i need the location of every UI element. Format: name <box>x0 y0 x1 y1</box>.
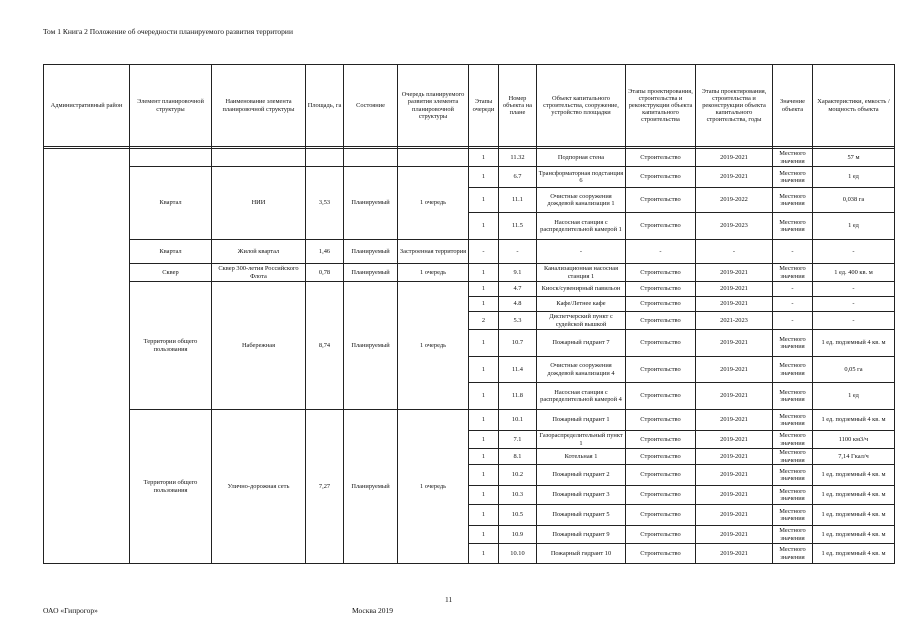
significance-cell: - <box>773 312 813 330</box>
table-row <box>44 264 895 282</box>
group-name-cell <box>212 149 306 167</box>
years-cell: 2019-2021 <box>696 282 773 297</box>
capacity-cell: 1 ед <box>813 167 895 188</box>
significance-cell: Местного значения <box>773 410 813 431</box>
col-header: Этапы очереди <box>469 65 499 147</box>
group-state-cell: Планируемый <box>344 282 398 410</box>
work-stage-cell: Строительство <box>626 431 696 449</box>
significance-cell: - <box>773 240 813 264</box>
significance-cell: Местного значения <box>773 357 813 383</box>
stage-cell: 1 <box>469 297 499 312</box>
col-header: Очередь планируемого развития элемента планировочной структуры <box>398 65 469 147</box>
capacity-cell: 7,14 Гкал/ч <box>813 449 895 465</box>
stage-cell: 1 <box>469 282 499 297</box>
significance-cell: Местного значения <box>773 213 813 240</box>
significance-cell: Местного значения <box>773 149 813 167</box>
table-header <box>44 65 895 147</box>
object-number-cell: 10.9 <box>499 526 537 544</box>
group-queue-cell <box>398 149 469 167</box>
stage-cell: 1 <box>469 330 499 357</box>
stage-cell: 1 <box>469 410 499 431</box>
group-name-cell: Сквер 300-летия Российского Флота <box>212 264 306 282</box>
group-queue-cell: 1 очередь <box>398 410 469 564</box>
group-state-cell: Планируемый <box>344 167 398 240</box>
group-state-cell: Планируемый <box>344 410 398 564</box>
group-queue-cell: 1 очередь <box>398 282 469 410</box>
object-number-cell: - <box>499 240 537 264</box>
significance-cell: Местного значения <box>773 449 813 465</box>
work-stage-cell: Строительство <box>626 167 696 188</box>
table-row <box>44 167 895 188</box>
capacity-cell: - <box>813 240 895 264</box>
district-cell <box>44 149 130 564</box>
stage-cell: 1 <box>469 486 499 505</box>
object-number-cell: 11.1 <box>499 188 537 213</box>
object-name-cell: Подпорная стена <box>537 149 626 167</box>
work-stage-cell: Строительство <box>626 149 696 167</box>
significance-cell: Местного значения <box>773 383 813 410</box>
group-element-cell: Сквер <box>130 264 212 282</box>
work-stage-cell: Строительство <box>626 465 696 486</box>
object-name-cell: Пожарный гидрант 3 <box>537 486 626 505</box>
col-header: Элемент планировочной структуры <box>130 65 212 147</box>
object-number-cell: 4.8 <box>499 297 537 312</box>
capacity-cell: 0,038 га <box>813 188 895 213</box>
col-header: Состояние <box>344 65 398 147</box>
capacity-cell: 1 ед <box>813 383 895 410</box>
group-area-cell: 3,53 <box>306 167 344 240</box>
significance-cell: Местного значения <box>773 264 813 282</box>
stage-cell: 1 <box>469 213 499 240</box>
capacity-cell: 1100 км3/ч <box>813 431 895 449</box>
significance-cell: Местного значения <box>773 505 813 526</box>
object-name-cell: Насосная станция с распределительной камерой 4 <box>537 383 626 410</box>
stage-cell: 1 <box>469 357 499 383</box>
group-element-cell: Территории общего пользования <box>130 282 212 410</box>
object-number-cell: 10.10 <box>499 544 537 564</box>
years-cell: 2019-2021 <box>696 465 773 486</box>
stage-cell: 1 <box>469 383 499 410</box>
significance-cell: Местного значения <box>773 465 813 486</box>
group-name-cell: Набережная <box>212 282 306 410</box>
object-name-cell: Диспетчерский пункт с судейской вышкой <box>537 312 626 330</box>
group-area-cell: 0,78 <box>306 264 344 282</box>
object-name-cell: - <box>537 240 626 264</box>
object-number-cell: 4.7 <box>499 282 537 297</box>
work-stage-cell: Строительство <box>626 410 696 431</box>
stage-cell: 1 <box>469 526 499 544</box>
table-row <box>44 240 895 264</box>
work-stage-cell: Строительство <box>626 526 696 544</box>
years-cell: - <box>696 240 773 264</box>
stage-cell: 1 <box>469 149 499 167</box>
work-stage-cell: Строительство <box>626 312 696 330</box>
table-body <box>44 147 895 564</box>
object-name-cell: Пожарный гидрант 2 <box>537 465 626 486</box>
work-stage-cell: Строительство <box>626 383 696 410</box>
object-name-cell: Очистные сооружения дождевой канализации 1 <box>537 188 626 213</box>
col-header: Наименование элемента планировочной структуры <box>212 65 306 147</box>
object-number-cell: 6.7 <box>499 167 537 188</box>
stage-cell: 1 <box>469 505 499 526</box>
years-cell: 2019-2021 <box>696 544 773 564</box>
years-cell: 2019-2021 <box>696 486 773 505</box>
years-cell: 2019-2021 <box>696 149 773 167</box>
group-name-cell: НИИ <box>212 167 306 240</box>
object-name-cell: Канализационная насосная станция 1 <box>537 264 626 282</box>
capacity-cell: 1 ед. подземный 4 кв. м <box>813 410 895 431</box>
object-number-cell: 10.7 <box>499 330 537 357</box>
group-area-cell: 8,74 <box>306 282 344 410</box>
page-header: Том 1 Книга 2 Положение об очередности планируемого развития территории <box>43 27 293 36</box>
object-number-cell: 11.4 <box>499 357 537 383</box>
work-stage-cell: Строительство <box>626 282 696 297</box>
object-number-cell: 11.32 <box>499 149 537 167</box>
group-element-cell: Квартал <box>130 167 212 240</box>
group-queue-cell: Застроенная территория <box>398 240 469 264</box>
object-name-cell: Газораспределительный пункт 1 <box>537 431 626 449</box>
group-area-cell <box>306 149 344 167</box>
capacity-cell: 1 ед. 400 кв. м <box>813 264 895 282</box>
table-row <box>44 410 895 431</box>
capacity-cell: 1 ед. подземный 4 кв. м <box>813 330 895 357</box>
footer-city-year: Москва 2019 <box>352 606 394 615</box>
object-number-cell: 10.5 <box>499 505 537 526</box>
object-name-cell: Пожарный гидрант 5 <box>537 505 626 526</box>
work-stage-cell: Строительство <box>626 449 696 465</box>
significance-cell: Местного значения <box>773 486 813 505</box>
capacity-cell: 57 м <box>813 149 895 167</box>
significance-cell: - <box>773 282 813 297</box>
years-cell: 2019-2023 <box>696 213 773 240</box>
group-queue-cell: 1 очередь <box>398 167 469 240</box>
years-cell: 2019-2021 <box>696 449 773 465</box>
work-stage-cell: Строительство <box>626 297 696 312</box>
object-number-cell: 8.1 <box>499 449 537 465</box>
stage-cell: 1 <box>469 431 499 449</box>
group-area-cell: 1,46 <box>306 240 344 264</box>
stage-cell: 1 <box>469 465 499 486</box>
years-cell: 2019-2021 <box>696 526 773 544</box>
col-header: Характеристики, емкость / мощность объекта <box>813 65 895 147</box>
object-name-cell: Киоск/сувенирный павильон <box>537 282 626 297</box>
work-stage-cell: Строительство <box>626 213 696 240</box>
queue-table <box>43 64 895 564</box>
object-name-cell: Пожарный гидрант 7 <box>537 330 626 357</box>
capacity-cell: 1 ед <box>813 213 895 240</box>
page-number: 11 <box>445 595 453 604</box>
object-number-cell: 5.3 <box>499 312 537 330</box>
object-number-cell: 10.2 <box>499 465 537 486</box>
stage-cell: 1 <box>469 449 499 465</box>
significance-cell: Местного значения <box>773 330 813 357</box>
years-cell: 2019-2021 <box>696 383 773 410</box>
stage-cell: 1 <box>469 167 499 188</box>
col-header: Этапы проектирования, строительства и реконструкции объекта капитального строительства, годы <box>696 65 773 147</box>
group-queue-cell: 1 очередь <box>398 264 469 282</box>
years-cell: 2019-2021 <box>696 297 773 312</box>
significance-cell: - <box>773 297 813 312</box>
significance-cell: Местного значения <box>773 167 813 188</box>
footer-organization: ОАО «Гипрогор» <box>43 606 98 615</box>
significance-cell: Местного значения <box>773 544 813 564</box>
stage-cell: - <box>469 240 499 264</box>
capacity-cell: - <box>813 312 895 330</box>
object-number-cell: 10.1 <box>499 410 537 431</box>
years-cell: 2021-2023 <box>696 312 773 330</box>
capacity-cell: 1 ед. подземный 4 кв. м <box>813 526 895 544</box>
group-name-cell: Жилой квартал <box>212 240 306 264</box>
object-name-cell: Очистные сооружения дождевой канализации 4 <box>537 357 626 383</box>
capacity-cell: 0,05 га <box>813 357 895 383</box>
work-stage-cell: Строительство <box>626 544 696 564</box>
object-name-cell: Кафе/Летнее кафе <box>537 297 626 312</box>
stage-cell: 1 <box>469 264 499 282</box>
group-area-cell: 7,27 <box>306 410 344 564</box>
work-stage-cell: Строительство <box>626 357 696 383</box>
object-name-cell: Трансформаторная подстанция 6 <box>537 167 626 188</box>
group-name-cell: Улично-дорожная сеть <box>212 410 306 564</box>
years-cell: 2019-2021 <box>696 167 773 188</box>
object-name-cell: Пожарный гидрант 10 <box>537 544 626 564</box>
col-header: Объект капитального строительства, сооружение, устройство площадки <box>537 65 626 147</box>
col-header: Значение объекта <box>773 65 813 147</box>
table-row <box>44 149 895 167</box>
capacity-cell: 1 ед. подземный 4 кв. м <box>813 505 895 526</box>
object-number-cell: 11.8 <box>499 383 537 410</box>
group-state-cell: Планируемый <box>344 240 398 264</box>
capacity-cell: - <box>813 282 895 297</box>
work-stage-cell: Строительство <box>626 505 696 526</box>
significance-cell: Местного значения <box>773 526 813 544</box>
stage-cell: 1 <box>469 544 499 564</box>
years-cell: 2019-2021 <box>696 505 773 526</box>
work-stage-cell: Строительство <box>626 330 696 357</box>
group-element-cell: Квартал <box>130 240 212 264</box>
significance-cell: Местного значения <box>773 431 813 449</box>
object-number-cell: 9.1 <box>499 264 537 282</box>
object-name-cell: Насосная станция с распределительной камерой 1 <box>537 213 626 240</box>
col-header: Номер объекта на плане <box>499 65 537 147</box>
capacity-cell: 1 ед. подземный 4 кв. м <box>813 465 895 486</box>
col-header: Административный район <box>44 65 130 147</box>
capacity-cell: - <box>813 297 895 312</box>
years-cell: 2019-2021 <box>696 410 773 431</box>
group-state-cell: Планируемый <box>344 264 398 282</box>
group-state-cell <box>344 149 398 167</box>
object-name-cell: Котельная 1 <box>537 449 626 465</box>
capacity-cell: 1 ед. подземный 4 кв. м <box>813 486 895 505</box>
object-number-cell: 11.5 <box>499 213 537 240</box>
object-name-cell: Пожарный гидрант 9 <box>537 526 626 544</box>
years-cell: 2019-2021 <box>696 264 773 282</box>
object-number-cell: 7.1 <box>499 431 537 449</box>
col-header: Этапы проектирования, строительства и реконструкции объекта капитального строительства <box>626 65 696 147</box>
group-element-cell: Территории общего пользования <box>130 410 212 564</box>
work-stage-cell: Строительство <box>626 188 696 213</box>
col-header: Площадь, га <box>306 65 344 147</box>
work-stage-cell: Строительство <box>626 264 696 282</box>
stage-cell: 2 <box>469 312 499 330</box>
years-cell: 2019-2021 <box>696 357 773 383</box>
work-stage-cell: Строительство <box>626 486 696 505</box>
years-cell: 2019-2021 <box>696 330 773 357</box>
table-row <box>44 282 895 297</box>
group-element-cell <box>130 149 212 167</box>
object-name-cell: Пожарный гидрант 1 <box>537 410 626 431</box>
capacity-cell: 1 ед. подземный 4 кв. м <box>813 544 895 564</box>
work-stage-cell: - <box>626 240 696 264</box>
stage-cell: 1 <box>469 188 499 213</box>
years-cell: 2019-2021 <box>696 431 773 449</box>
significance-cell: Местного значения <box>773 188 813 213</box>
object-number-cell: 10.3 <box>499 486 537 505</box>
years-cell: 2019-2022 <box>696 188 773 213</box>
